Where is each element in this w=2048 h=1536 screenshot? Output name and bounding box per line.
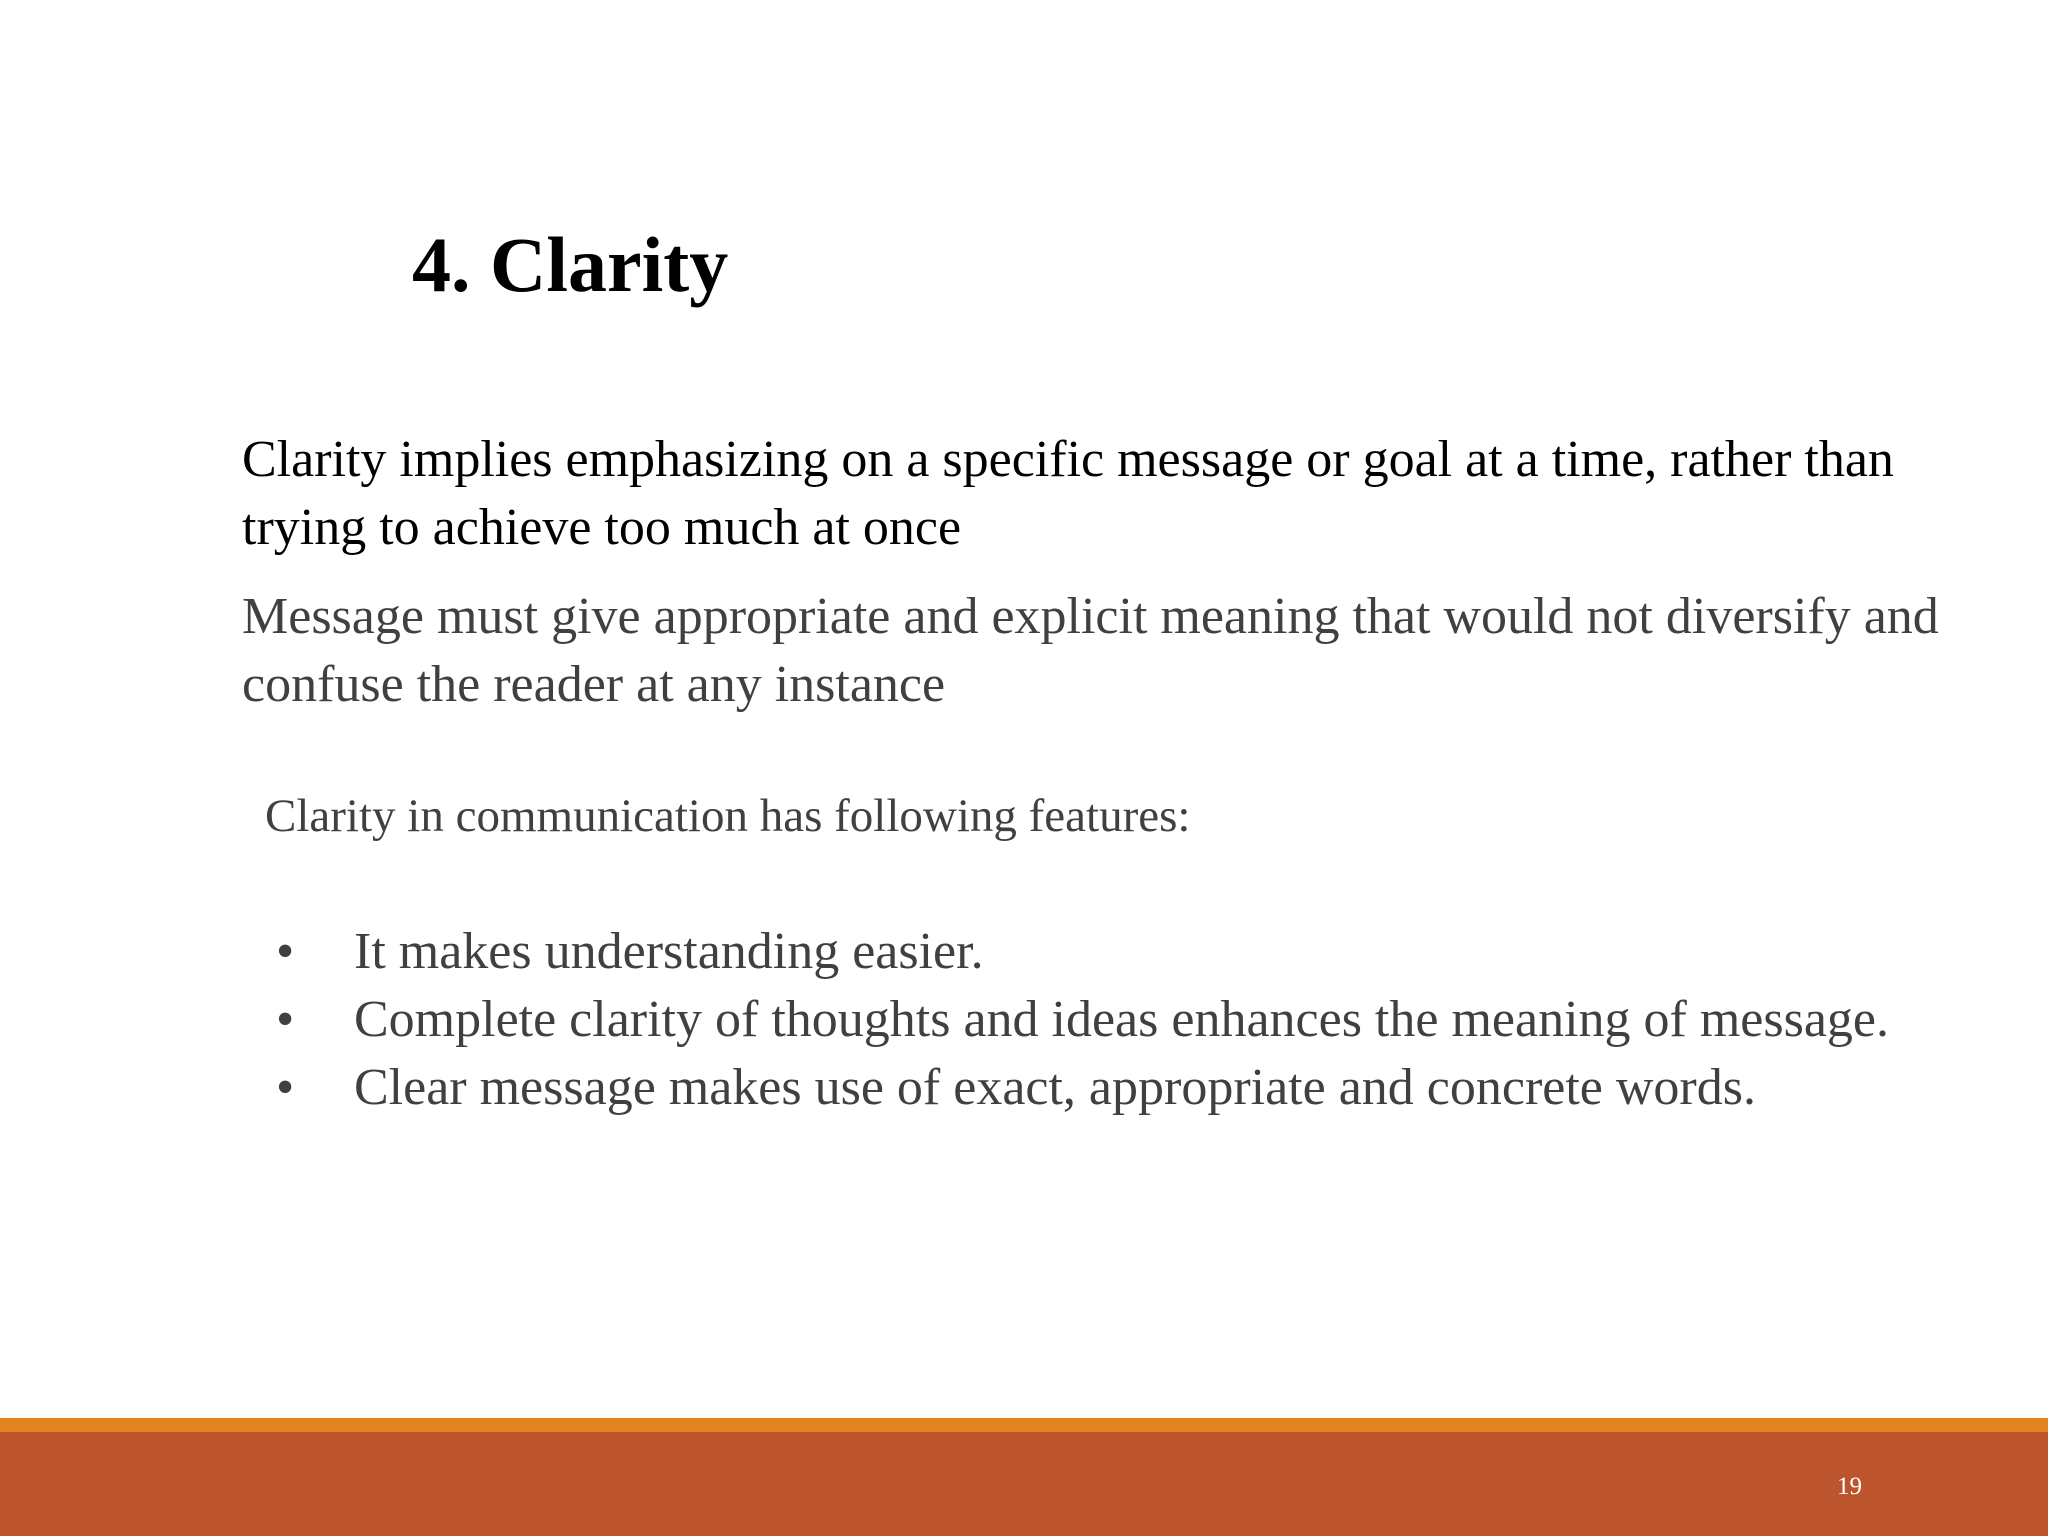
feature-item — [0, 986, 1960, 1054]
bullet-icon: • — [276, 991, 295, 1048]
feature-text: Complete clarity of thoughts and ideas enhances the meaning of message. — [354, 991, 1889, 1048]
clarity-definition-paragraph: Clarity implies emphasizing on a specific message or goal at a time, rather than trying to achieve too much at once — [242, 431, 1894, 556]
footer-bar — [0, 1432, 2048, 1536]
feature-item — [0, 1054, 1960, 1122]
feature-list — [0, 918, 1960, 1122]
bullet-icon: • — [276, 923, 295, 980]
feature-text: It makes understanding easier. — [354, 923, 984, 980]
footer-accent-stripe — [0, 1418, 2048, 1432]
features-intro: Clarity in communication has following features: — [265, 790, 1191, 842]
page-number: 19 — [1837, 1473, 1862, 1500]
bullet-icon: • — [276, 1059, 295, 1116]
slide-title: 4. Clarity — [412, 221, 729, 308]
clarity-meaning-paragraph: Message must give appropriate and explicit meaning that would not diversify and confuse the reader at any instance — [242, 588, 1939, 713]
feature-text: Clear message makes use of exact, appropriate and concrete words. — [354, 1059, 1756, 1116]
feature-item — [0, 918, 1960, 986]
